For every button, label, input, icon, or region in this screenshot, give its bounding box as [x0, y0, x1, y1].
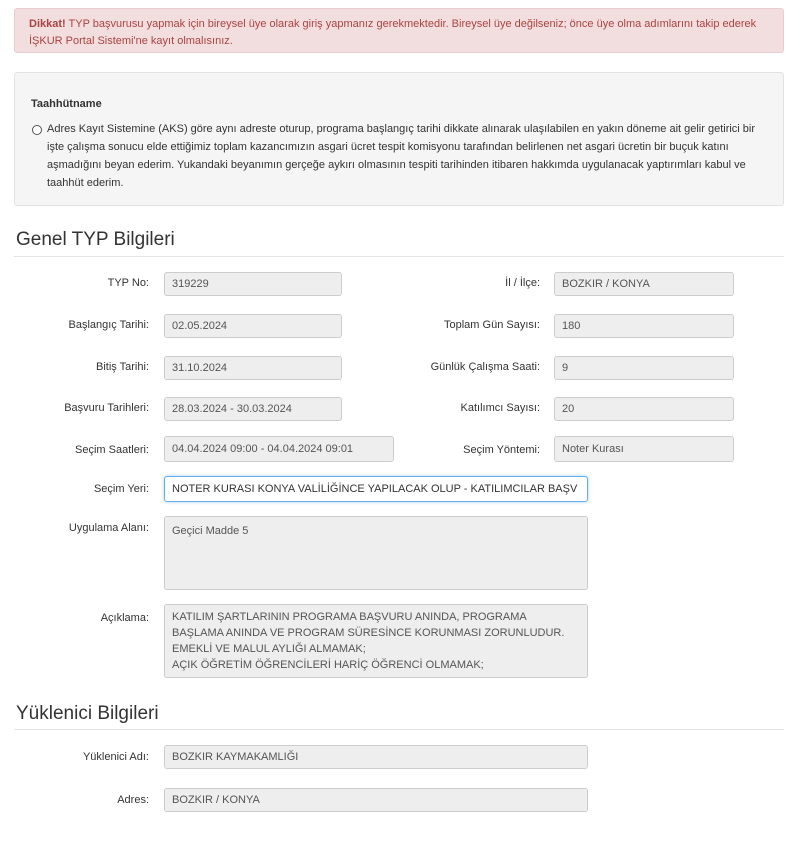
- description-label: Açıklama:: [100, 612, 149, 624]
- selection-method-label: Seçim Yöntemi:: [463, 444, 540, 456]
- participants-field[interactable]: 20: [554, 397, 734, 421]
- total-days-field[interactable]: 180: [554, 314, 734, 338]
- start-date-field[interactable]: 02.05.2024: [164, 314, 342, 338]
- description-textarea[interactable]: KATILIM ŞARTLARININ PROGRAMA BAŞVURU ANINDA, PROGRAMA BAŞLAMA ANINDA VE PROGRAM SÜRESİNCE KORUNMASI ZORUNLUDUR. EMEKLİ VE MALUL AYLIĞI ALMAMAK; AÇIK ÖĞRETİM ÖĞRENCİLERİ HARİÇ ÖĞRENCİ OLMAMAK;: [164, 604, 588, 678]
- end-date-field[interactable]: 31.10.2024: [164, 356, 342, 380]
- general-divider: [14, 256, 784, 257]
- typ-no-label: TYP No:: [107, 277, 149, 289]
- apply-dates-label: Başvuru Tarihleri:: [64, 402, 149, 414]
- selection-hours-label: Seçim Saatleri:: [75, 444, 149, 456]
- contractor-section-title: Yüklenici Bilgileri: [16, 703, 159, 724]
- apply-dates-field[interactable]: 28.03.2024 - 30.03.2024: [164, 397, 342, 421]
- selection-place-label: Seçim Yeri:: [93, 483, 149, 495]
- end-date-label: Bitiş Tarihi:: [96, 361, 149, 373]
- contractor-name-label: Yüklenici Adı:: [82, 751, 149, 763]
- selection-method-field[interactable]: Noter Kurası: [554, 436, 734, 462]
- pledge-panel: [14, 72, 784, 206]
- general-section-title: Genel TYP Bilgileri: [16, 229, 175, 250]
- alert-strong: Dikkat!: [29, 18, 66, 30]
- contractor-address-label: Adres:: [117, 794, 149, 806]
- pledge-text: Adres Kayıt Sistemine (AKS) göre aynı adreste oturup, programa başlangıç tarihi dikkate alınarak ulaşılabilen en yakın döneme ait gelir getirici bir işte çalışma sonucu elde ettiğimiz toplam kazancımızın asgari ücret tespit komisyonu tarafından belirlenen net asgari ücretin bir buçuk katını aşmadığını beyan ederim. Yukandaki beyanımın gerçeğe aykırı olmasının tespiti tarihinden itibaren hakkımda uygulanacak yaptırımları kabul ve taahhüt ederim.: [47, 123, 756, 189]
- total-days-label: Toplam Gün Sayısı:: [444, 319, 540, 331]
- application-area-textarea[interactable]: Geçici Madde 5: [164, 516, 588, 590]
- contractor-address-field[interactable]: BOZKIR / KONYA: [164, 788, 588, 812]
- pledge-title: Taahhütname: [31, 98, 102, 110]
- alert-text: TYP başvurusu yapmak için bireysel üye olarak giriş yapmanız gerekmektedir. Bireysel üye değilseniz; önce üye olma adımlarını takip ederek İŞKUR Portal Sistemi'ne kayıt olmalısınız.: [29, 18, 757, 47]
- application-area-label: Uygulama Alanı:: [68, 522, 149, 534]
- pledge-checkbox[interactable]: [32, 125, 42, 135]
- participants-label: Katılımcı Sayısı:: [460, 402, 540, 414]
- login-warning-alert: [14, 8, 784, 53]
- il-ilce-label: İl / İlçe:: [505, 277, 540, 289]
- contractor-divider: [14, 729, 784, 730]
- daily-hours-field[interactable]: 9: [554, 356, 734, 380]
- selection-hours-field[interactable]: 04.04.2024 09:00 - 04.04.2024 09:01: [164, 436, 394, 462]
- start-date-label: Başlangıç Tarihi:: [68, 319, 149, 331]
- selection-place-field[interactable]: NOTER KURASI KONYA VALİLİĞİNCE YAPILACAK OLUP - KATILIMCILAR BAŞV: [164, 476, 588, 502]
- contractor-name-field[interactable]: BOZKIR KAYMAKAMLIĞI: [164, 745, 588, 769]
- daily-hours-label: Günlük Çalışma Saati:: [430, 361, 540, 373]
- typ-no-field[interactable]: 319229: [164, 272, 342, 296]
- il-ilce-field[interactable]: BOZKIR / KONYA: [554, 272, 734, 296]
